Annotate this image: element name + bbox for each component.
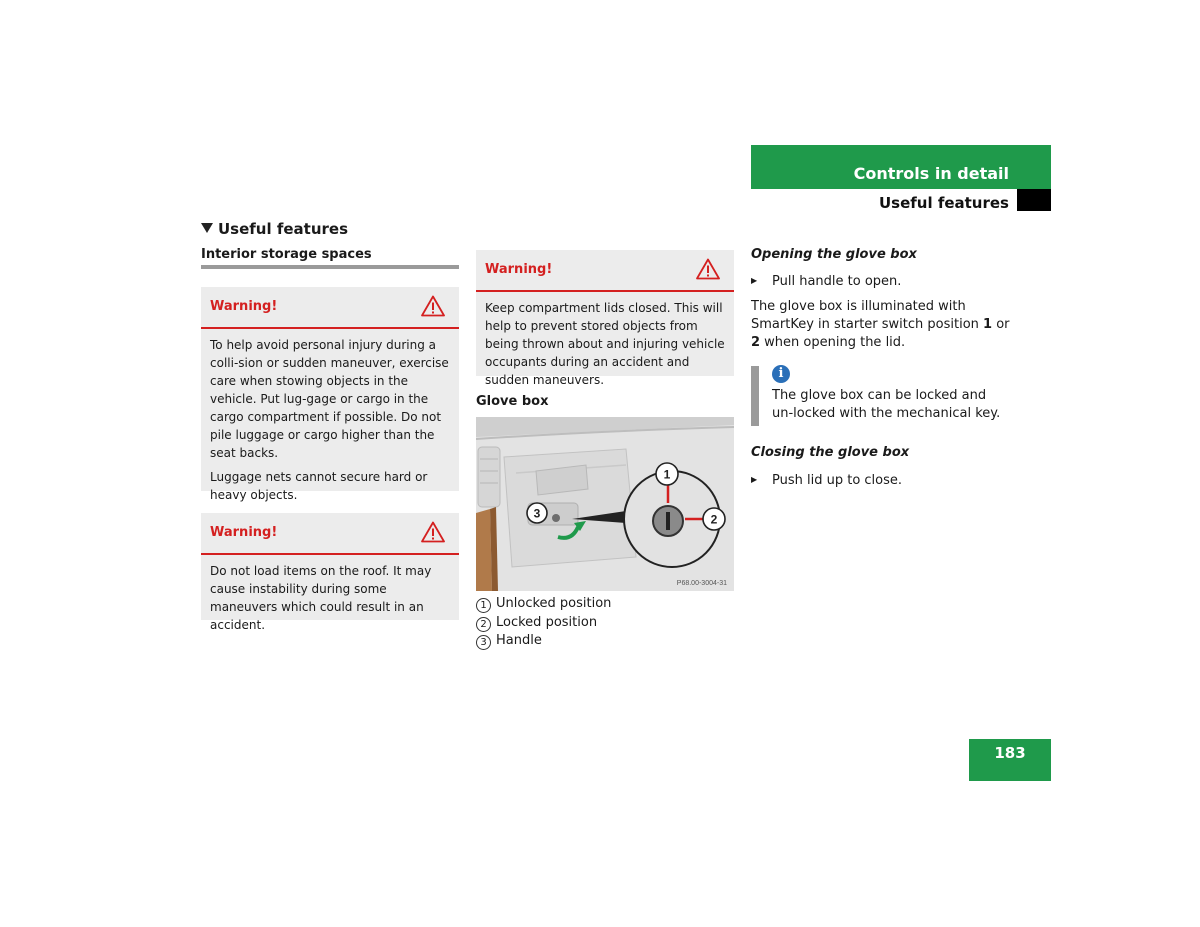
- warning-header: [476, 250, 734, 292]
- figure-code: P68.00-3004-31: [676, 580, 727, 587]
- interior-storage-heading: Interior storage spaces: [201, 247, 372, 262]
- closing-step: ▶ Push lid up to close.: [751, 471, 902, 490]
- warning-body: Keep compartment lids closed. This will help to prevent stored objects from being thrown about and injuring vehicle occupants during an accident and sudden maneuvers.: [485, 301, 725, 387]
- warning-label: Warning!: [485, 262, 553, 277]
- warning-body: Do not load items on the roof. It may cause instability during some maneuvers which could result in an accident.: [210, 564, 432, 632]
- section-header: Useful features: [878, 194, 1009, 212]
- opening-heading: Opening the glove box: [751, 247, 917, 262]
- chapter-title: Controls in detail: [853, 164, 1009, 183]
- warning-paragraph: Luggage nets cannot secure hard or heavy objects.: [210, 470, 428, 502]
- legend-item: [476, 614, 611, 633]
- legend-text: Unlocked position: [496, 596, 612, 611]
- illum-text-part: The glove box is illuminated with SmartKey in starter switch position: [751, 299, 984, 332]
- legend-number: 1: [476, 598, 491, 613]
- heading-rule: [201, 265, 459, 269]
- warning-label: Warning!: [210, 299, 278, 314]
- section-title: [201, 219, 348, 239]
- legend-text: Locked position: [496, 614, 598, 630]
- page-number: [969, 739, 1051, 781]
- legend-number: 2: [476, 617, 491, 632]
- opening-step: ▶ Pull handle to open.: [751, 272, 901, 291]
- illum-text-part: or: [992, 317, 1010, 332]
- warning-body: [201, 329, 459, 512]
- legend-number: 3: [476, 635, 491, 650]
- closing-heading: Closing the glove box: [751, 445, 910, 460]
- callout-1-label: 1: [663, 467, 671, 482]
- legend-item: [476, 632, 611, 651]
- warning-triangle-icon: [696, 258, 720, 280]
- legend-item: [476, 595, 611, 614]
- glove-box-heading: Glove box: [476, 394, 549, 409]
- info-bar: [751, 366, 759, 426]
- callout-2-label: 2: [710, 512, 718, 527]
- warning-box-2: [201, 513, 459, 632]
- callout-3-label: 3: [533, 506, 541, 521]
- warning-triangle-icon: [421, 521, 445, 543]
- warning-label: Warning!: [210, 525, 278, 540]
- info-icon: i: [772, 365, 790, 383]
- warning-box-3: [476, 250, 734, 387]
- illum-text-part: when opening the lid.: [760, 335, 906, 350]
- legend-text: Handle: [496, 633, 542, 648]
- section-marker: [1017, 189, 1051, 211]
- glove-box-drawing: [476, 417, 734, 591]
- warning-header: [201, 287, 459, 329]
- warning-triangle-icon: [421, 295, 445, 317]
- section-title-text: Useful features: [218, 220, 349, 238]
- switch-position-1: 1: [983, 317, 993, 332]
- triangle-down-icon: [201, 223, 213, 233]
- warning-box-1: [201, 287, 459, 502]
- illumination-text: [751, 298, 1013, 352]
- warning-paragraph: To help avoid personal injury during a colli-sion or sudden maneuver, exercise care when stowing objects in the vehicle. Put lug-gage or cargo in the cargo compartment if possible. Do not pile luggage or cargo higher than the seat backs.: [210, 338, 449, 460]
- warning-header: [201, 513, 459, 555]
- figure-legend: [476, 595, 611, 651]
- glove-box-illustration: [476, 417, 734, 591]
- info-text: The glove box can be locked and un-locked with the mechanical key.: [772, 388, 1001, 421]
- page-number-text: 183: [994, 744, 1026, 762]
- switch-position-2: 2: [751, 335, 761, 350]
